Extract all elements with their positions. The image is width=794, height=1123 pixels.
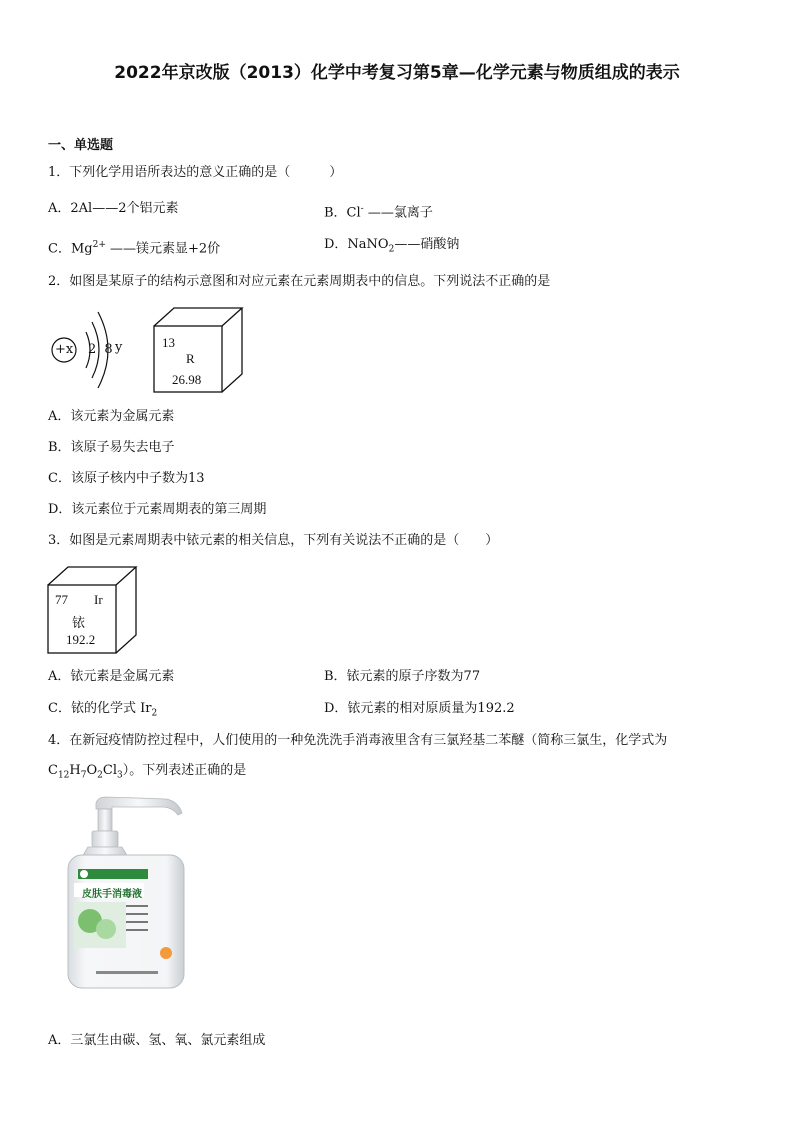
formula-tail: ）。下列表述正确的是 <box>122 763 247 778</box>
q4-option-a: A．三氯生由碳、氢、氧、氯元素组成 <box>48 1033 266 1048</box>
q1-option-c-text: C．Mg <box>48 241 93 257</box>
q1-option-d-meaning: ——硝酸钠 <box>394 237 460 252</box>
q3-option-c-text: C．铱的化学式 Ir <box>48 701 152 716</box>
electron-shells: 2 8 <box>88 342 115 357</box>
q1-option-c-charge: 2+ <box>92 240 106 250</box>
q1-option-b-charge: - <box>360 204 364 214</box>
q1-option-b-text: B．Cl <box>324 205 361 221</box>
section-heading: 一、单选题 <box>48 138 114 153</box>
formula-h-count: 7 <box>80 770 87 781</box>
formula-c-count: 12 <box>57 770 70 781</box>
q1-option-b <box>324 200 433 222</box>
element-r-number: 13 <box>162 335 175 350</box>
formula-cl-count: 3 <box>117 770 123 781</box>
formula-h: H <box>69 763 81 778</box>
q3-option-c-subscript: 2 <box>151 708 158 719</box>
element-ir-name: 铱 <box>72 615 86 630</box>
q1-option-b-meaning: ——氯离子 <box>363 205 433 221</box>
element-ir-number: 77 <box>55 592 68 607</box>
question-4-formula <box>48 762 246 785</box>
outer-shell-electrons: y <box>115 340 123 355</box>
page-title: 2022年京改版（2013）化学中考复习第5章—化学元素与物质组成的表示 <box>114 63 680 83</box>
q1-option-c-meaning: ——镁元素显+2价 <box>105 241 221 257</box>
formula-cl: Cl <box>102 763 117 778</box>
formula-o-count: 2 <box>97 770 103 781</box>
q1-option-d <box>324 236 459 259</box>
element-ir-mass: 192.2 <box>66 632 96 647</box>
q3-option-a: A．铱元素是金属元素 <box>48 669 175 684</box>
bottle-label: 皮肤手消毒液 <box>82 889 142 900</box>
element-r-symbol: R <box>186 351 195 366</box>
q2-option-d: D．该元素位于元素周期表的第三周期 <box>48 502 267 517</box>
q1-option-d-text: D．NaNO <box>324 237 389 252</box>
q2-option-a: A．该元素为金属元素 <box>48 409 175 424</box>
q1-option-a: A．2Al——2个铝元素 <box>48 201 179 216</box>
formula-c: C <box>48 763 58 778</box>
q2-option-b: B．该原子易失去电子 <box>48 440 175 455</box>
element-r-mass: 26.98 <box>172 372 202 387</box>
q1-option-c <box>48 236 220 258</box>
q3-option-c <box>48 700 157 723</box>
question-2-stem: 2．如图是某原子的结构示意图和对应元素在元素周期表中的信息。下列说法不正确的是 <box>48 274 551 289</box>
question-1-stem: 1．下列化学用语所表达的意义正确的是（ ） <box>48 165 343 180</box>
nucleus-charge: +x <box>55 342 74 357</box>
q3-option-b: B．铱元素的原子序数为77 <box>324 669 481 684</box>
question-4-stem: 4．在新冠疫情防控过程中，人们使用的一种免洗洗手消毒液里含有三氯羟基二苯醚（简称三氯生，化学式为 <box>48 733 668 748</box>
element-ir-symbol: Ir <box>94 592 103 607</box>
formula-o: O <box>86 763 98 778</box>
q1-option-d-subscript: 2 <box>388 244 395 255</box>
question-3-stem: 3．如图是元素周期表中铱元素的相关信息，下列有关说法不正确的是（ ） <box>48 533 499 548</box>
q3-option-d: D．铱元素的相对原质量为192.2 <box>324 701 515 716</box>
q2-option-c: C．该原子核内中子数为13 <box>48 471 205 486</box>
